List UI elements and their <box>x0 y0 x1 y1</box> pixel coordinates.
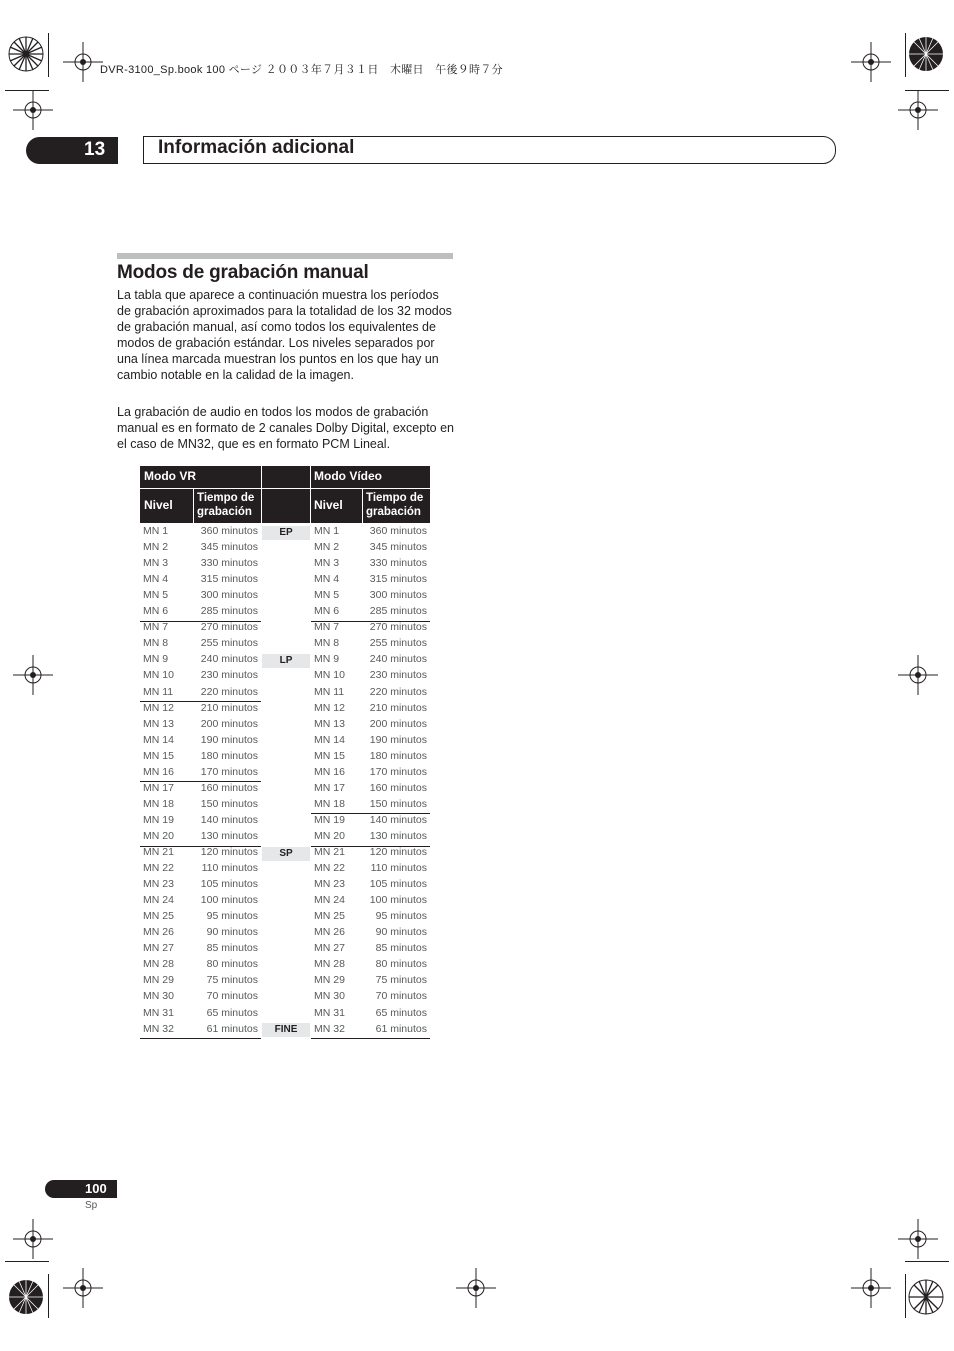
vr-level-cell: MN 9 <box>143 653 169 666</box>
vr-level-cell: MN 15 <box>143 749 174 762</box>
video-time-cell: 140 minutos <box>369 813 427 826</box>
video-level-cell: MN 27 <box>314 942 345 955</box>
video-time-cell: 75 minutos <box>375 974 427 987</box>
video-level-cell: MN 3 <box>314 557 340 570</box>
vr-level-cell: MN 16 <box>143 765 174 778</box>
crosshair-mark-icon <box>898 1219 938 1259</box>
quality-separator-line <box>140 1038 261 1039</box>
vr-time-cell: 75 minutos <box>206 974 258 987</box>
vr-time-cell: 61 minutos <box>206 1022 258 1035</box>
crosshair-mark-icon <box>898 90 938 130</box>
vr-level-cell: MN 14 <box>143 733 174 746</box>
video-level-cell: MN 22 <box>314 862 345 875</box>
vr-time-cell: 100 minutos <box>200 894 258 907</box>
quality-mode-badge: LP <box>262 654 310 668</box>
page-number-tab <box>45 1180 117 1198</box>
vr-time-cell: 95 minutos <box>206 910 258 923</box>
crosshair-mark-icon <box>851 42 891 82</box>
video-time-cell: 330 minutos <box>369 557 427 570</box>
vr-level-cell: MN 27 <box>143 942 174 955</box>
vr-time-cell: 120 minutos <box>200 846 258 858</box>
vr-level-cell: MN 28 <box>143 958 174 971</box>
video-time-cell: 90 minutos <box>375 926 427 939</box>
video-level-cell: MN 15 <box>314 749 345 762</box>
crop-line <box>48 33 49 77</box>
video-time-cell: 230 minutos <box>369 669 427 682</box>
registration-starburst-icon <box>905 1276 947 1318</box>
video-level-cell: MN 10 <box>314 669 345 682</box>
vr-time-cell: 90 minutos <box>206 926 258 939</box>
vr-level-cell: MN 24 <box>143 894 174 907</box>
video-level-cell: MN 29 <box>314 974 345 987</box>
chapter-title-box <box>143 136 836 164</box>
video-time-header-label: Tiempo de grabación <box>366 492 424 518</box>
vr-level-cell: MN 31 <box>143 1006 174 1019</box>
video-level-cell: MN 5 <box>314 589 340 602</box>
vr-level-cell: MN 18 <box>143 797 174 810</box>
video-level-cell: MN 2 <box>314 541 340 554</box>
video-level-cell: MN 14 <box>314 733 345 746</box>
video-time-cell: 85 minutos <box>375 942 427 955</box>
quality-header-top <box>262 466 310 488</box>
vr-level-cell: MN 1 <box>143 525 169 537</box>
video-level-cell: MN 20 <box>314 829 345 842</box>
vr-time-cell: 315 minutos <box>200 573 258 586</box>
video-level-cell: MN 11 <box>314 685 345 698</box>
video-level-cell: MN 32 <box>314 1022 345 1035</box>
video-time-cell: 210 minutos <box>369 701 427 714</box>
video-level-cell: MN 30 <box>314 990 345 1003</box>
video-level-cell: MN 23 <box>314 878 345 891</box>
video-time-cell: 150 minutos <box>369 797 427 810</box>
crosshair-mark-icon <box>63 1268 103 1308</box>
vr-level-cell: MN 10 <box>143 669 174 682</box>
video-level-header-label: Nivel <box>314 498 343 512</box>
crosshair-mark-icon <box>456 1268 496 1308</box>
video-time-cell: 95 minutos <box>375 910 427 923</box>
quality-header-bottom <box>262 489 310 523</box>
page-language: Sp <box>85 1200 98 1211</box>
vr-level-cell: MN 3 <box>143 557 169 570</box>
section-rule <box>117 253 453 259</box>
crop-line <box>5 1261 49 1262</box>
vr-level-cell: MN 25 <box>143 910 174 923</box>
video-level-cell: MN 25 <box>314 910 345 923</box>
video-time-cell: 315 minutos <box>369 573 427 586</box>
video-time-cell: 120 minutos <box>369 846 427 858</box>
video-level-cell: MN 7 <box>314 621 340 634</box>
vr-time-cell: 230 minutos <box>200 669 258 682</box>
vr-mode-header-label: Modo VR <box>144 469 196 483</box>
vr-time-cell: 85 minutos <box>206 942 258 955</box>
video-level-cell: MN 26 <box>314 926 345 939</box>
book-meta-line: DVR-3100_Sp.book 100 ページ ２００３年７月３１日 木曜日 午後９時７分 <box>100 64 503 76</box>
video-level-cell: MN 13 <box>314 717 345 730</box>
audio-paragraph: La grabación de audio en todos los modos de grabación manual es en formato de 2 canales Dolby Digital, excepto en el caso de MN32, que es en formato PCM Lineal. <box>117 405 454 451</box>
vr-level-cell: MN 6 <box>143 605 169 618</box>
vr-time-cell: 285 minutos <box>200 605 258 618</box>
vr-time-cell: 180 minutos <box>200 749 258 762</box>
crop-line <box>5 90 49 91</box>
vr-time-cell: 70 minutos <box>206 990 258 1003</box>
vr-time-cell: 220 minutos <box>200 685 258 698</box>
video-level-header <box>311 489 362 523</box>
vr-level-cell: MN 26 <box>143 926 174 939</box>
video-level-cell: MN 24 <box>314 894 345 907</box>
page-number: 100 <box>85 1181 107 1196</box>
vr-time-cell: 240 minutos <box>200 653 258 666</box>
vr-time-header-label: Tiempo de grabación <box>197 492 255 518</box>
video-mode-header-label: Modo Vídeo <box>314 469 382 483</box>
vr-time-cell: 190 minutos <box>200 733 258 746</box>
video-time-cell: 285 minutos <box>369 605 427 618</box>
vr-level-cell: MN 21 <box>143 846 174 858</box>
video-time-cell: 300 minutos <box>369 589 427 602</box>
vr-time-cell: 330 minutos <box>200 557 258 570</box>
vr-level-cell: MN 4 <box>143 573 169 586</box>
vr-time-cell: 170 minutos <box>200 765 258 778</box>
video-time-cell: 220 minutos <box>369 685 427 698</box>
quality-mode-badge: EP <box>262 526 310 540</box>
vr-time-cell: 105 minutos <box>200 878 258 891</box>
vr-time-cell: 270 minutos <box>200 621 258 634</box>
intro-paragraph: La tabla que aparece a continuación muestra los períodos de grabación aproximados para la totalidad de los 32 modos de grabación manual, así como todos los equivalentes de modos de grabación estándar. Los niveles separados por una línea marcada muestran los puntos en los que hay un cambio notable en la calidad de la imagen. <box>117 288 452 382</box>
vr-time-cell: 130 minutos <box>200 829 258 842</box>
crop-line <box>905 1274 906 1318</box>
vr-level-cell: MN 23 <box>143 878 174 891</box>
vr-time-cell: 210 minutos <box>200 701 258 714</box>
vr-level-cell: MN 22 <box>143 862 174 875</box>
quality-separator-line <box>311 1038 430 1039</box>
video-level-cell: MN 17 <box>314 781 345 794</box>
vr-time-cell: 345 minutos <box>200 541 258 554</box>
crosshair-mark-icon <box>898 655 938 695</box>
video-time-cell: 130 minutos <box>369 829 427 842</box>
video-time-cell: 255 minutos <box>369 637 427 650</box>
video-level-cell: MN 1 <box>314 525 340 537</box>
vr-time-cell: 65 minutos <box>206 1006 258 1019</box>
vr-level-cell: MN 11 <box>143 685 174 698</box>
vr-level-cell: MN 12 <box>143 701 174 714</box>
video-mode-header <box>311 466 430 488</box>
video-level-cell: MN 31 <box>314 1006 345 1019</box>
vr-level-cell: MN 29 <box>143 974 174 987</box>
video-time-cell: 270 minutos <box>369 621 427 634</box>
vr-level-cell: MN 13 <box>143 717 174 730</box>
vr-level-header <box>140 489 193 523</box>
section-title: Modos de grabación manual <box>117 262 369 283</box>
vr-level-cell: MN 17 <box>143 781 174 794</box>
vr-level-header-label: Nivel <box>144 498 173 512</box>
video-time-cell: 80 minutos <box>375 958 427 971</box>
crosshair-mark-icon <box>63 42 103 82</box>
crop-line <box>48 1274 49 1318</box>
vr-time-cell: 360 minutos <box>200 525 258 537</box>
video-time-cell: 105 minutos <box>369 878 427 891</box>
video-level-cell: MN 21 <box>314 846 345 858</box>
video-level-cell: MN 9 <box>314 653 340 666</box>
vr-mode-header <box>140 466 261 488</box>
video-time-cell: 110 minutos <box>370 862 427 875</box>
quality-mode-badge: SP <box>262 847 310 861</box>
vr-level-cell: MN 19 <box>143 813 174 826</box>
crosshair-mark-icon <box>13 655 53 695</box>
video-level-cell: MN 4 <box>314 573 340 586</box>
chapter-tab <box>26 137 118 164</box>
video-time-cell: 70 minutos <box>375 990 427 1003</box>
video-time-cell: 160 minutos <box>369 781 427 794</box>
crosshair-mark-icon <box>13 1219 53 1259</box>
crosshair-mark-icon <box>13 90 53 130</box>
video-time-cell: 200 minutos <box>369 717 427 730</box>
vr-level-cell: MN 7 <box>143 621 169 634</box>
crosshair-mark-icon <box>851 1268 891 1308</box>
video-time-cell: 180 minutos <box>369 749 427 762</box>
vr-level-cell: MN 8 <box>143 637 169 650</box>
video-level-cell: MN 8 <box>314 637 340 650</box>
vr-time-cell: 110 minutos <box>201 862 258 875</box>
registration-starburst-icon <box>5 1276 47 1318</box>
vr-time-cell: 300 minutos <box>200 589 258 602</box>
vr-level-cell: MN 30 <box>143 990 174 1003</box>
video-level-cell: MN 19 <box>314 813 345 826</box>
video-time-cell: 345 minutos <box>369 541 427 554</box>
crop-line <box>905 1261 949 1262</box>
chapter-title: Información adicional <box>158 137 355 158</box>
video-time-cell: 240 minutos <box>369 653 427 666</box>
video-level-cell: MN 16 <box>314 765 345 778</box>
vr-time-cell: 80 minutos <box>206 958 258 971</box>
vr-time-header <box>194 489 261 523</box>
chapter-number: 13 <box>84 139 106 160</box>
video-time-cell: 61 minutos <box>375 1022 427 1035</box>
video-level-cell: MN 28 <box>314 958 345 971</box>
video-time-cell: 190 minutos <box>369 733 427 746</box>
video-time-cell: 100 minutos <box>369 894 427 907</box>
video-time-cell: 360 minutos <box>369 525 427 537</box>
vr-level-cell: MN 32 <box>143 1022 174 1035</box>
vr-time-cell: 150 minutos <box>200 797 258 810</box>
video-time-cell: 170 minutos <box>369 765 427 778</box>
crop-line <box>905 90 949 91</box>
crop-line <box>905 33 906 77</box>
video-level-cell: MN 6 <box>314 605 340 618</box>
vr-level-cell: MN 5 <box>143 589 169 602</box>
quality-mode-badge: FINE <box>262 1023 310 1037</box>
vr-level-cell: MN 20 <box>143 829 174 842</box>
video-time-header <box>363 489 430 523</box>
registration-starburst-icon <box>5 33 47 75</box>
vr-time-cell: 255 minutos <box>200 637 258 650</box>
vr-time-cell: 140 minutos <box>200 813 258 826</box>
video-level-cell: MN 12 <box>314 701 345 714</box>
vr-level-cell: MN 2 <box>143 541 169 554</box>
video-time-cell: 65 minutos <box>375 1006 427 1019</box>
vr-time-cell: 160 minutos <box>200 781 258 794</box>
registration-starburst-icon <box>905 33 947 75</box>
video-level-cell: MN 18 <box>314 797 345 810</box>
vr-time-cell: 200 minutos <box>200 717 258 730</box>
